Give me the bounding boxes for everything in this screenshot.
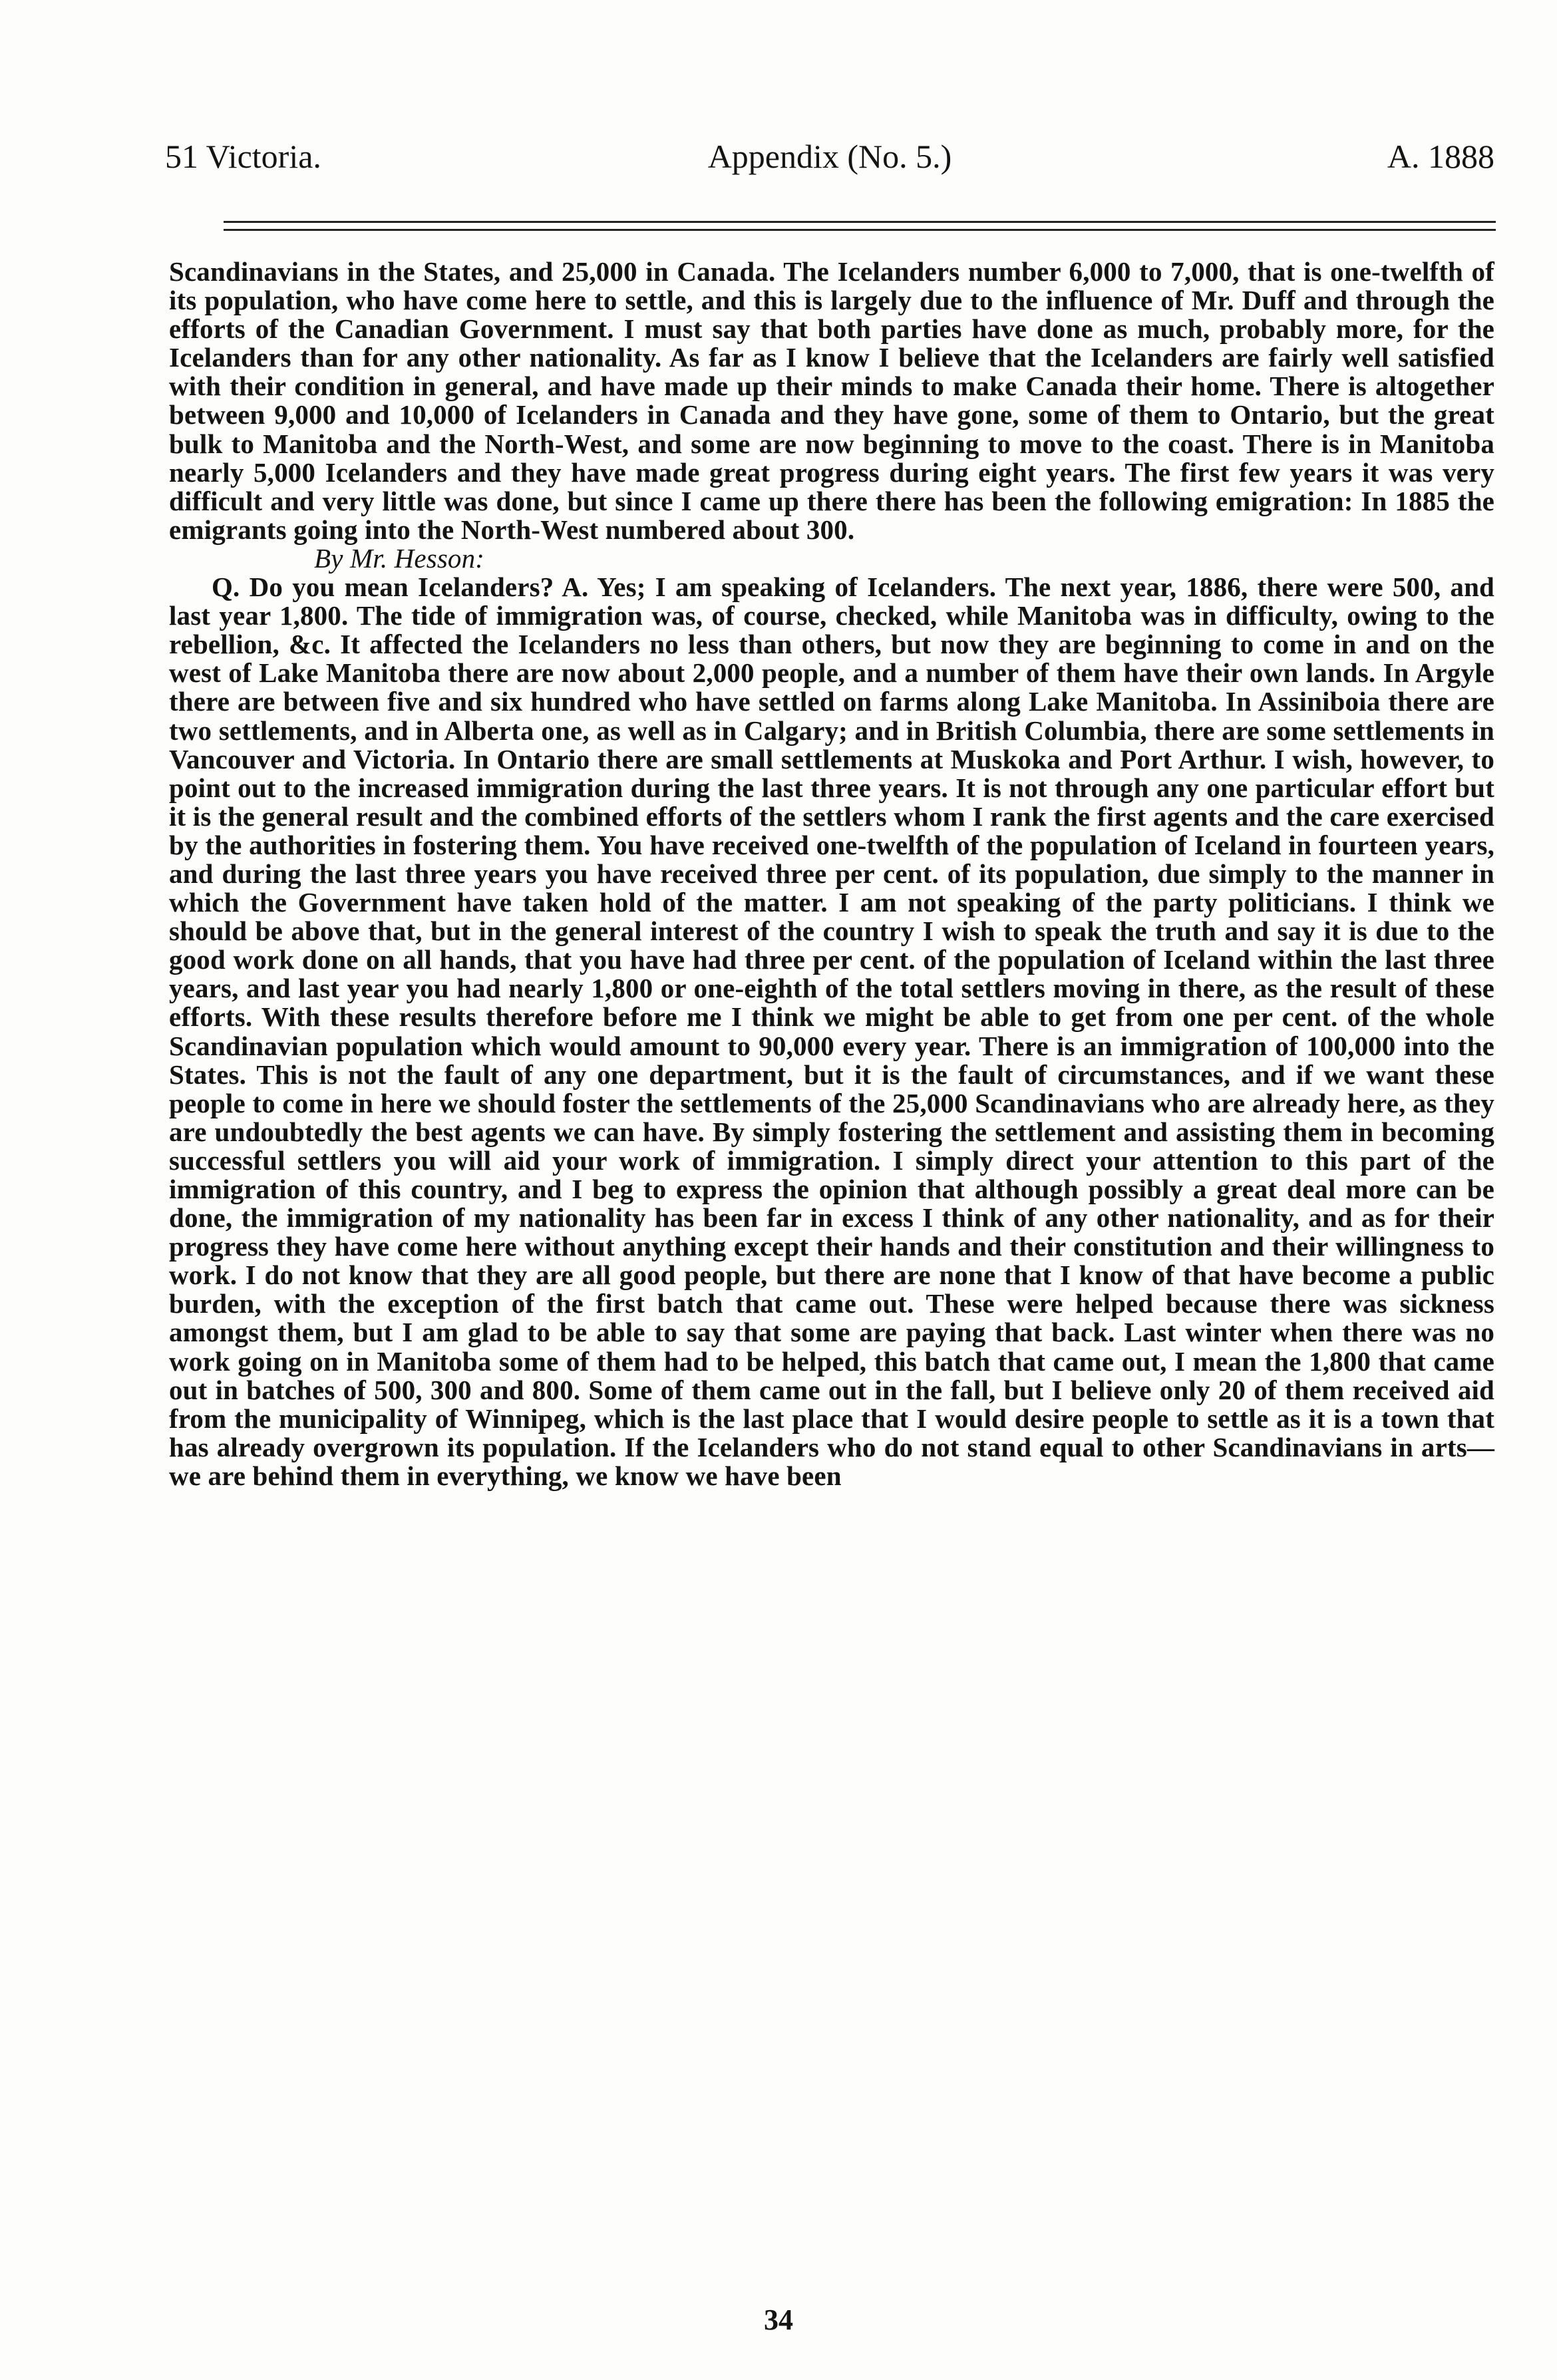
header-session: 51 Victoria. — [165, 138, 321, 175]
header-rule-top — [224, 221, 1496, 223]
page-number: 34 — [764, 2303, 793, 2336]
paragraph-1: Scandinavians in the States, and 25,000 in Canada. The Icelanders number 6,000 to 7,000, that is one-twelfth of its population, who have come here to settle, and this is largely due to the influence of Mr. Duff and through the efforts of the Canadian Government. I must say that both parties have done as much, probably more, for the Icelanders than for any other nationality. As far as I know I believe that the Icelanders are fairly well satisfied with their condition in general, and have made up their minds to make Canada their home. There is altogether between 9,000 and 10,000 of Icelanders in Canada and they have gone, some of them to Ontario, but the great bulk to Manitoba and the North-West, and some are now beginning to move to the coast. There is in Manitoba nearly 5,000 Icelanders and they have made great progress during eight years. The first few years it was very difficult and very little was done, but since I came up there there has been the following emigration: In 1885 the emigrants going into the North-West numbered about 300. — [169, 256, 1494, 545]
speaker-name: Mr. Hesson: — [349, 542, 485, 574]
running-head — [165, 133, 1494, 180]
body-text — [169, 257, 1494, 2287]
speaker-prefix: By — [314, 542, 350, 574]
speaker-attribution — [169, 544, 1494, 573]
header-rule-bottom — [224, 229, 1496, 231]
paragraph-2: Q. Do you mean Icelanders? A. Yes; I am speaking of Icelanders. The next year, 1886, there were 500, and last year 1,800. The tide of immigration was, of course, checked, while Manitoba was in difficulty, owing to the rebellion, &c. It affected the Icelanders no less than others, but now they are beginning to come in and on the west of Lake Manitoba there are now about 2,000 people, and a number of them have their own lands. In Argyle there are between five and six hundred who have settled on farms along Lake Manitoba. In Assiniboia there are two settlements, and in Alberta one, as well as in Calgary; and in British Columbia, there are some settlements in Vancouver and Victoria. In Ontario there are small settlements at Muskoka and Port Arthur. I wish, however, to point out to the increased immigration during the last three years. It is not through any one particular effort but it is the general result and the combined efforts of the settlers whom I rank the first agents and the care exercised by the authorities in fostering them. You have received one-twelfth of the population of Iceland in fourteen years, and during the last three years you have received three per cent. of its population, due simply to the manner in which the Government have taken hold of the matter. I am not speaking of the party politicians. I think we should be above that, but in the general interest of the country I wish to speak the truth and say it is due to the good work done on all hands, that you have had three per cent. of the population of Iceland within the last three years, and last year you had nearly 1,800 or one-eighth of the total settlers moving in there, as the result of these efforts. With these results therefore before me I think we might be able to get from one per cent. of the whole Scandinavian population which would amount to 90,000 every year. There is an immigration of 100,000 into the States. This is not the fault of any one department, but it is the fault of circumstances, and if we want these people to come in here we should foster the settlements of the 25,000 Scandinavians who are already here, as they are undoubtedly the best agents we can have. By simply fostering the settlement and assisting them in becoming successful settlers you will aid your work of immigration. I simply direct your attention to this part of the immigration of this country, and I beg to express the opinion that although possibly a great deal more can be done, the immigration of my nationality has been far in excess I think of any other nationality, and as for their progress they have come here without anything except their hands and their constitution and their willingness to work. I do not know that they are all good people, but there are none that I know of that have become a public burden, with the exception of the first batch that came out. These were helped because there was sickness amongst them, but I am glad to be able to say that some are paying that back. Last winter when there was no work going on in Manitoba some of them had to be helped, this batch that came out, I mean the 1,800 that came out in batches of 500, 300 and 800. Some of them came out in the fall, but I believe only 20 of them received aid from the municipality of Winnipeg, which is the last place that I would desire people to settle as it is a town that has already overgrown its population. If the Icelanders who do not stand equal to other Scandinavians in arts—we are behind them in everything, we know we have been — [169, 572, 1494, 1491]
header-year: A. 1888 — [1387, 138, 1494, 175]
header-appendix: Appendix (No. 5.) — [707, 138, 952, 175]
